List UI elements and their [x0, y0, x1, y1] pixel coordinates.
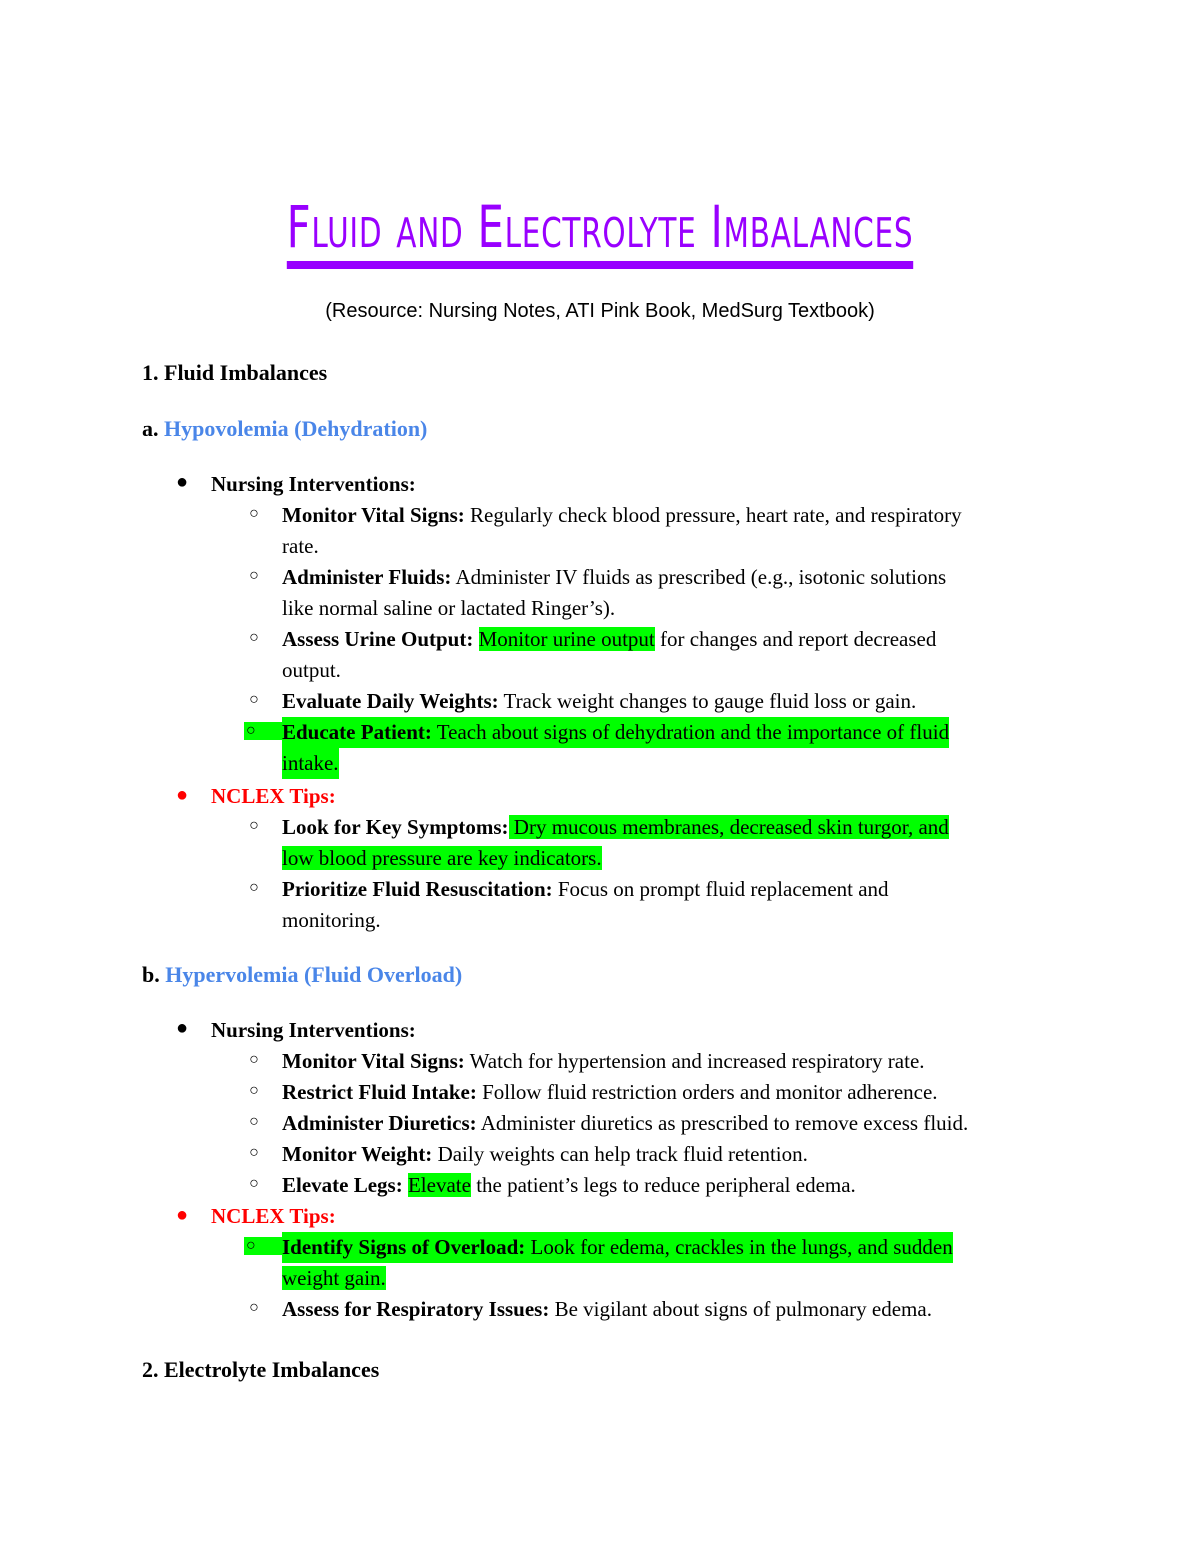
- list-item: Monitor Weight: Daily weights can help track fluid retention.: [282, 1142, 808, 1166]
- hollow-circle-bullet-icon: ○: [249, 879, 259, 896]
- list-item: Nursing Interventions:: [211, 472, 416, 496]
- hollow-circle-bullet-icon: ○: [249, 1299, 259, 1316]
- list-item: Assess for Respiratory Issues: Be vigilant about signs of pulmonary edema.: [282, 1297, 932, 1321]
- hollow-circle-bullet-icon: ○: [249, 1144, 259, 1161]
- hollow-circle-bullet-icon: ○: [244, 722, 284, 740]
- filled-circle-bullet-icon: ●: [175, 784, 189, 806]
- list-item: NCLEX Tips:: [211, 784, 336, 808]
- section-heading-electrolyte: 2. Electrolyte Imbalances: [142, 1357, 380, 1382]
- list-item: Nursing Interventions:: [211, 1018, 416, 1042]
- hollow-circle-bullet-icon: ○: [249, 1175, 259, 1192]
- list-item: Restrict Fluid Intake: Follow fluid restriction orders and monitor adherence.: [282, 1080, 938, 1104]
- hollow-circle-bullet-icon: ○: [249, 1113, 259, 1130]
- hollow-circle-bullet-icon: ○: [249, 1051, 259, 1068]
- section-heading-fluid: 1. Fluid Imbalances: [142, 360, 328, 385]
- list-item: Monitor Vital Signs: Regularly check blood pressure, heart rate, and respiratory: [282, 503, 962, 527]
- hollow-circle-bullet-icon: ○: [249, 817, 259, 834]
- list-item: Administer Fluids: Administer IV fluids as prescribed (e.g., isotonic solutions: [282, 565, 947, 589]
- list-item-continuation: output.: [282, 658, 341, 682]
- list-item: Educate Patient: Teach about signs of dehydration and the importance of fluid: [282, 717, 949, 748]
- list-item: Identify Signs of Overload: Look for edema, crackles in the lungs, and sudden: [282, 1232, 953, 1263]
- filled-circle-bullet-icon: ●: [175, 1017, 189, 1039]
- list-item: Administer Diuretics: Administer diuretics as prescribed to remove excess fluid.: [282, 1111, 969, 1135]
- subheading-hypovolemia: a. Hypovolemia (Dehydration): [142, 416, 428, 441]
- list-item-continuation: intake.: [282, 748, 339, 779]
- list-item-continuation: like normal saline or lactated Ringer’s).: [282, 596, 616, 620]
- list-item-continuation: low blood pressure are key indicators.: [282, 846, 602, 870]
- list-item: Assess Urine Output: Monitor urine output for changes and report decreased: [282, 627, 937, 651]
- filled-circle-bullet-icon: ●: [175, 1204, 189, 1226]
- hollow-circle-bullet-icon: ○: [249, 691, 259, 708]
- hollow-circle-bullet-icon: ○: [244, 1237, 284, 1255]
- list-item: Prioritize Fluid Resuscitation: Focus on prompt fluid replacement and: [282, 877, 889, 901]
- list-item: Elevate Legs: Elevate the patient’s legs to reduce peripheral edema.: [282, 1173, 856, 1197]
- subheading-hypervolemia: b. Hypervolemia (Fluid Overload): [142, 962, 463, 987]
- list-item: Monitor Vital Signs: Watch for hypertension and increased respiratory rate.: [282, 1049, 925, 1073]
- hollow-circle-bullet-icon: ○: [249, 567, 259, 584]
- list-item-continuation: weight gain.: [282, 1266, 386, 1290]
- list-item-continuation: monitoring.: [282, 908, 381, 932]
- list-item-continuation: rate.: [282, 534, 319, 558]
- list-item: NCLEX Tips:: [211, 1204, 336, 1228]
- resource-note: (Resource: Nursing Notes, ATI Pink Book, MedSurg Textbook): [325, 300, 875, 322]
- hollow-circle-bullet-icon: ○: [249, 1082, 259, 1099]
- list-item: Evaluate Daily Weights: Track weight changes to gauge fluid loss or gain.: [282, 689, 917, 713]
- hollow-circle-bullet-icon: ○: [249, 505, 259, 522]
- hollow-circle-bullet-icon: ○: [249, 629, 259, 646]
- filled-circle-bullet-icon: ●: [175, 471, 189, 493]
- page-title: Fluid and Electrolyte Imbalances: [168, 188, 1032, 266]
- list-item: Look for Key Symptoms: Dry mucous membranes, decreased skin turgor, and: [282, 815, 949, 839]
